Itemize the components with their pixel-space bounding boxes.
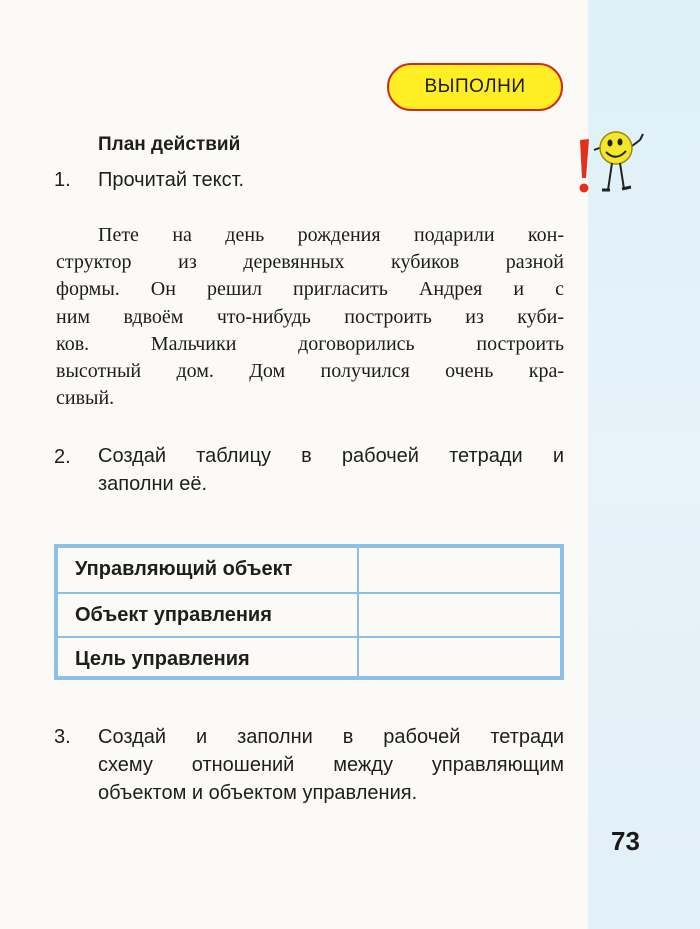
step-2-line: заполни её. bbox=[98, 473, 208, 495]
table-row-value[interactable] bbox=[359, 594, 560, 636]
table-row-value[interactable] bbox=[359, 638, 560, 680]
step-3-line: Создай и заполни в рабочей тетради bbox=[98, 726, 564, 748]
table-divider bbox=[357, 548, 359, 676]
step-3-line: объектом и объектом управления. bbox=[98, 782, 418, 804]
step-3-line: схему отношений между управляющим bbox=[98, 754, 564, 776]
page-number: 73 bbox=[611, 826, 640, 856]
story-line: высотный дом. Дом получился очень кра- bbox=[56, 359, 564, 382]
story-line: формы. Он решил пригласить Андрея и с bbox=[56, 278, 564, 301]
story-line: Пете на день рождения подарили кон- bbox=[98, 224, 564, 246]
table-row bbox=[58, 636, 560, 678]
table-row bbox=[58, 592, 560, 636]
table-row-label: Цель управления bbox=[75, 647, 250, 670]
table-row-value[interactable] bbox=[359, 548, 560, 590]
step-3-text bbox=[98, 723, 564, 807]
story-text bbox=[56, 222, 564, 412]
step-2-number: 2. bbox=[54, 446, 71, 468]
story-line: ним вдвоём что-нибудь построить из куби- bbox=[56, 305, 564, 328]
story-line: сивый. bbox=[56, 387, 115, 410]
story-line: ков. Мальчики договорились построить bbox=[56, 332, 564, 355]
step-3-number: 3. bbox=[54, 726, 71, 748]
story-line: структор из деревянных кубиков разной bbox=[56, 251, 564, 274]
smiley-exclamation-mascot-icon bbox=[572, 126, 652, 200]
plan-heading: План действий bbox=[98, 134, 241, 155]
step-1-text: Прочитай текст. bbox=[98, 169, 245, 191]
table-row-label: Объект управления bbox=[75, 603, 272, 626]
execute-badge: ВЫПОЛНИ bbox=[387, 63, 563, 111]
step-2-line: Создай таблицу в рабочей тетради и bbox=[98, 445, 564, 467]
table-row bbox=[58, 548, 560, 590]
step-1-number: 1. bbox=[54, 169, 71, 191]
step-2-text bbox=[98, 442, 564, 498]
table-row-label: Управляющий объект bbox=[75, 557, 293, 580]
control-table bbox=[54, 544, 564, 680]
